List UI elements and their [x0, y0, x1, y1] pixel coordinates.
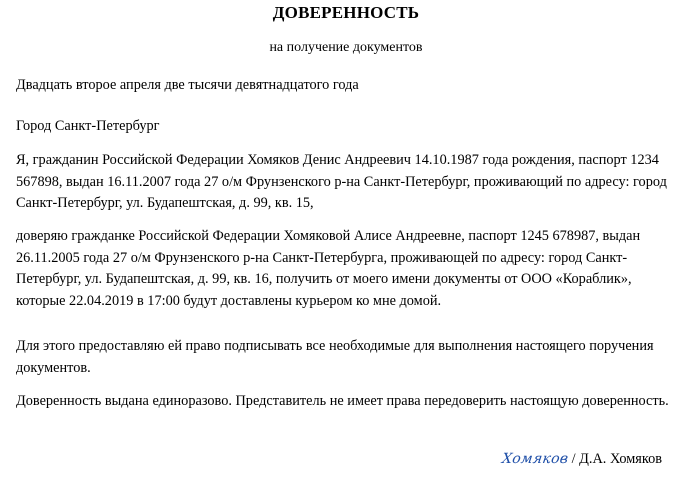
document-title: ДОВЕРЕННОСТЬ	[272, 3, 420, 22]
signature-block	[502, 448, 662, 470]
power-of-attorney-document	[16, 0, 676, 482]
city-line: Город Санкт-Петербург	[16, 118, 160, 134]
signature-separator: /	[568, 451, 580, 467]
single-use-paragraph: Доверенность выдана единоразово. Представитель не имеет права передоверить настоящую доверенность.	[16, 393, 669, 409]
document-subtitle: на получение документов	[269, 40, 423, 55]
handwritten-signature: Хомяков	[500, 451, 570, 467]
agent-paragraph: доверяю гражданке Российской Федерации Хомяковой Алисе Андреевне, паспорт 1245 678987, выдан 26.11.2005 года 27 о/м Фрунзенского р-на Санкт-Петербурга, проживающей по адресу: город Санкт-Петербург, ул. Будапештская, д. 99, кв. 16, получить от моего имени документы от ООО «Кораблик», которые 22.04.2019 в 17:00 будут доставлены курьером ко мне домой.	[16, 228, 641, 309]
printed-name: Д.А. Хомяков	[579, 451, 662, 467]
principal-paragraph: Я, гражданин Российской Федерации Хомяков Денис Андреевич 14.10.1987 года рождения, паспорт 1234 567898, выдан 16.11.2007 года 27 о/м Фрунзенского р-на Санкт-Петербург, проживающий по адресу: город Санкт-Петербург, ул. Будапештская, д. 99, кв. 15,	[16, 152, 667, 211]
date-line: Двадцать второе апреля две тысячи девятнадцатого года	[16, 77, 359, 93]
powers-paragraph: Для этого предоставляю ей право подписывать все необходимые для выполнения настоящего поручения документов.	[16, 338, 654, 376]
